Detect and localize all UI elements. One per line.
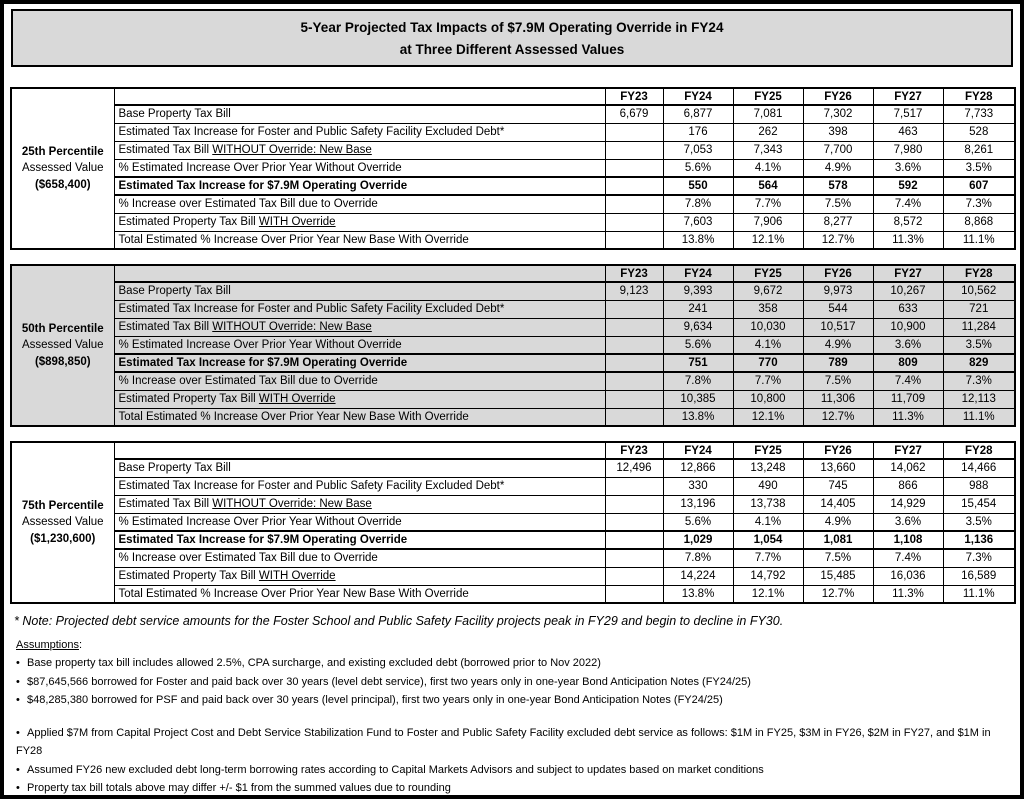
assumption-item (16, 724, 1010, 761)
assessed-value-label-line: 75th Percentile (21, 499, 104, 512)
bullet-icon: • (16, 726, 20, 739)
value-cell: 4.9% (803, 336, 873, 354)
value-cell: 592 (873, 177, 943, 195)
fy-column-header: FY28 (943, 265, 1015, 282)
value-cell: 4.1% (733, 159, 803, 177)
value-cell: 11.1% (943, 231, 1015, 249)
table-section-25th-percentile (10, 87, 1014, 250)
row-label: Total Estimated % Increase Over Prior Year New Base With Override (114, 585, 605, 603)
row-label: % Estimated Increase Over Prior Year Without Override (114, 159, 605, 177)
value-cell: 7,700 (803, 141, 873, 159)
value-cell: 10,385 (663, 390, 733, 408)
value-cell: 3.6% (873, 513, 943, 531)
assumption-item (16, 673, 1010, 692)
assessed-value-label-line: Assessed Value (21, 339, 104, 352)
table-row (11, 408, 1015, 426)
table-row (11, 300, 1015, 318)
value-cell: 528 (943, 123, 1015, 141)
row-label: Estimated Tax Increase for Foster and Public Safety Facility Excluded Debt* (114, 477, 605, 495)
table-header-row (11, 265, 1015, 282)
value-cell: 7.4% (873, 549, 943, 567)
row-label: Estimated Tax Increase for $7.9M Operating Override (114, 177, 605, 195)
value-cell: 12.1% (733, 585, 803, 603)
table-row (11, 585, 1015, 603)
value-cell: 809 (873, 354, 943, 372)
row-label: Base Property Tax Bill (114, 105, 605, 123)
fy-column-header: FY25 (733, 265, 803, 282)
value-cell: 10,562 (943, 282, 1015, 300)
assessed-value-label-line: 50th Percentile (21, 322, 104, 335)
value-cell: 12.7% (803, 585, 873, 603)
table-row (11, 372, 1015, 390)
value-cell: 11.3% (873, 231, 943, 249)
value-cell: 10,800 (733, 390, 803, 408)
value-cell: 4.9% (803, 513, 873, 531)
value-cell: 15,485 (803, 567, 873, 585)
row-label: Estimated Tax Increase for $7.9M Operating Override (114, 354, 605, 372)
value-cell: 13,248 (733, 459, 803, 477)
table-row (11, 354, 1015, 372)
assumption-text: Property tax bill totals above may differ +/- $1 from the summed values due to rounding (27, 782, 451, 795)
fy-column-header: FY26 (803, 88, 873, 105)
value-cell (605, 513, 663, 531)
value-cell: 3.5% (943, 336, 1015, 354)
table-row (11, 390, 1015, 408)
value-cell: 5.6% (663, 159, 733, 177)
value-cell: 8,277 (803, 213, 873, 231)
row-label: Estimated Property Tax Bill WITH Override (114, 213, 605, 231)
value-cell: 7.7% (733, 549, 803, 567)
fy-column-header: FY23 (605, 265, 663, 282)
value-cell: 241 (663, 300, 733, 318)
value-cell: 11.3% (873, 408, 943, 426)
value-cell: 6,877 (663, 105, 733, 123)
tax-table-50th-percentile (10, 264, 1016, 427)
value-cell: 10,267 (873, 282, 943, 300)
row-label: Estimated Tax Bill WITHOUT Override: New Base (114, 495, 605, 513)
value-cell: 8,261 (943, 141, 1015, 159)
value-cell: 11.1% (943, 408, 1015, 426)
value-cell (605, 231, 663, 249)
value-cell: 14,466 (943, 459, 1015, 477)
value-cell (605, 408, 663, 426)
value-cell: 7,980 (873, 141, 943, 159)
fy-column-header: FY27 (873, 265, 943, 282)
value-cell: 10,030 (733, 318, 803, 336)
value-cell: 176 (663, 123, 733, 141)
fy-column-header: FY27 (873, 88, 943, 105)
value-cell (605, 318, 663, 336)
value-cell: 751 (663, 354, 733, 372)
value-cell: 8,572 (873, 213, 943, 231)
value-cell: 564 (733, 177, 803, 195)
table-section-75th-percentile (10, 441, 1014, 604)
value-cell: 398 (803, 123, 873, 141)
bullet-icon: • (16, 694, 20, 707)
value-cell: 10,517 (803, 318, 873, 336)
row-label: Estimated Tax Increase for Foster and Public Safety Facility Excluded Debt* (114, 123, 605, 141)
value-cell: 3.6% (873, 336, 943, 354)
value-cell (605, 177, 663, 195)
value-cell: 988 (943, 477, 1015, 495)
table-row (11, 495, 1015, 513)
value-cell: 829 (943, 354, 1015, 372)
value-cell (605, 549, 663, 567)
table-row (11, 531, 1015, 549)
bullet-icon: • (16, 782, 20, 795)
assumption-text: $87,645,566 borrowed for Foster and paid back over 30 years (level debt service), first two years only in one-year Bond Anticipation Notes (FY24/25) (27, 675, 751, 688)
assumption-item (16, 691, 1010, 710)
value-cell: 866 (873, 477, 943, 495)
value-cell: 633 (873, 300, 943, 318)
fy-column-header: FY28 (943, 88, 1015, 105)
value-cell (605, 477, 663, 495)
value-cell: 7,302 (803, 105, 873, 123)
value-cell: 7.3% (943, 195, 1015, 213)
row-label: % Estimated Increase Over Prior Year Without Override (114, 513, 605, 531)
value-cell: 578 (803, 177, 873, 195)
row-label: Total Estimated % Increase Over Prior Year New Base With Override (114, 231, 605, 249)
assumption-item (16, 779, 1010, 798)
assessed-value-label-line: Assessed Value (21, 162, 104, 175)
fy-column-header: FY24 (663, 88, 733, 105)
value-cell (605, 354, 663, 372)
value-cell: 7.8% (663, 549, 733, 567)
tax-table-25th-percentile (10, 87, 1016, 250)
fy-column-header: FY26 (803, 442, 873, 459)
table-header-row (11, 442, 1015, 459)
table-row (11, 141, 1015, 159)
assessed-value-label-line: 25th Percentile (21, 145, 104, 158)
value-cell: 11,284 (943, 318, 1015, 336)
value-cell: 4.9% (803, 159, 873, 177)
value-cell: 15,454 (943, 495, 1015, 513)
fy-column-header: FY25 (733, 88, 803, 105)
value-cell: 9,123 (605, 282, 663, 300)
value-cell: 14,929 (873, 495, 943, 513)
value-cell: 7.3% (943, 372, 1015, 390)
value-cell: 7.4% (873, 372, 943, 390)
row-label: Estimated Tax Increase for $7.9M Operating Override (114, 531, 605, 549)
table-row (11, 105, 1015, 123)
assumption-item (16, 654, 1010, 673)
value-cell: 7.8% (663, 372, 733, 390)
value-cell: 7.3% (943, 549, 1015, 567)
value-cell: 11.3% (873, 585, 943, 603)
assumption-text: Applied $7M from Capital Project Cost and Debt Service Stabilization Fund to Foster and Public Safety Facility excluded debt service as follows: $1M in FY25, $3M in FY26, $2M in FY27, and $1M in FY28 (16, 726, 991, 758)
assumption-text: $48,285,380 borrowed for PSF and paid back over 30 years (level principal), first two years only in one-year Bond Anticipation Notes (FY24/25) (27, 694, 723, 707)
row-label: Estimated Tax Bill WITHOUT Override: New Base (114, 318, 605, 336)
value-cell: 13,660 (803, 459, 873, 477)
value-cell (605, 336, 663, 354)
value-cell: 14,062 (873, 459, 943, 477)
value-cell (605, 300, 663, 318)
value-cell: 12.7% (803, 408, 873, 426)
value-cell (605, 495, 663, 513)
value-cell: 262 (733, 123, 803, 141)
value-cell (605, 195, 663, 213)
table-row (11, 195, 1015, 213)
row-label: Base Property Tax Bill (114, 282, 605, 300)
fy-column-header: FY24 (663, 442, 733, 459)
value-cell: 3.5% (943, 513, 1015, 531)
title-line-2: at Three Different Assessed Values (399, 41, 625, 57)
value-cell (605, 567, 663, 585)
value-cell (605, 390, 663, 408)
table-row (11, 177, 1015, 195)
row-label: % Increase over Estimated Tax Bill due to Override (114, 372, 605, 390)
value-cell: 1,108 (873, 531, 943, 549)
value-cell: 11,709 (873, 390, 943, 408)
document-title (11, 9, 1013, 67)
row-label: Base Property Tax Bill (114, 459, 605, 477)
row-label: Total Estimated % Increase Over Prior Year New Base With Override (114, 408, 605, 426)
assumptions-heading: Assumptions: (16, 639, 83, 652)
value-cell: 1,029 (663, 531, 733, 549)
value-cell (605, 123, 663, 141)
value-cell: 770 (733, 354, 803, 372)
value-cell: 8,868 (943, 213, 1015, 231)
bullet-icon: • (16, 763, 20, 776)
value-cell (605, 531, 663, 549)
row-label: Estimated Property Tax Bill WITH Override (114, 390, 605, 408)
table-row (11, 549, 1015, 567)
value-cell: 12,866 (663, 459, 733, 477)
value-cell: 7,733 (943, 105, 1015, 123)
value-cell: 14,792 (733, 567, 803, 585)
value-cell: 7.5% (803, 549, 873, 567)
table-row (11, 513, 1015, 531)
assessed-value-label-line: Assessed Value (21, 516, 104, 529)
assessed-value-label (11, 265, 114, 426)
value-cell (605, 159, 663, 177)
empty-header-cell (114, 265, 605, 282)
value-cell: 12.7% (803, 231, 873, 249)
value-cell: 7.7% (733, 372, 803, 390)
value-cell: 11,306 (803, 390, 873, 408)
fy-column-header: FY27 (873, 442, 943, 459)
table-header-row (11, 88, 1015, 105)
table-row (11, 459, 1015, 477)
value-cell: 789 (803, 354, 873, 372)
row-label: Estimated Tax Increase for Foster and Public Safety Facility Excluded Debt* (114, 300, 605, 318)
assumptions-group-2 (16, 724, 1010, 798)
fy-column-header: FY23 (605, 442, 663, 459)
fy-column-header: FY24 (663, 265, 733, 282)
table-row (11, 123, 1015, 141)
value-cell: 330 (663, 477, 733, 495)
table-row (11, 336, 1015, 354)
empty-header-cell (114, 88, 605, 105)
value-cell: 7.5% (803, 195, 873, 213)
table-row (11, 567, 1015, 585)
row-label: % Increase over Estimated Tax Bill due to Override (114, 549, 605, 567)
value-cell: 7.7% (733, 195, 803, 213)
assessed-value-label-line: ($898,850) (34, 356, 91, 369)
value-cell: 3.5% (943, 159, 1015, 177)
value-cell (605, 213, 663, 231)
value-cell: 550 (663, 177, 733, 195)
footnote: * Note: Projected debt service amounts for the Foster School and Public Safety Facility projects peak in FY29 and begin to decline in FY30. (14, 614, 784, 629)
value-cell: 9,393 (663, 282, 733, 300)
row-label: % Increase over Estimated Tax Bill due to Override (114, 195, 605, 213)
fy-column-header: FY23 (605, 88, 663, 105)
assumptions-section (16, 639, 1010, 798)
fy-column-header: FY28 (943, 442, 1015, 459)
value-cell: 745 (803, 477, 873, 495)
table-row (11, 318, 1015, 336)
value-cell: 463 (873, 123, 943, 141)
assessed-value-label (11, 88, 114, 249)
assessed-value-label (11, 442, 114, 603)
value-cell: 607 (943, 177, 1015, 195)
value-cell: 9,973 (803, 282, 873, 300)
value-cell: 5.6% (663, 336, 733, 354)
table-section-50th-percentile (10, 264, 1014, 427)
value-cell: 4.1% (733, 336, 803, 354)
value-cell (605, 141, 663, 159)
table-row (11, 282, 1015, 300)
value-cell: 7.5% (803, 372, 873, 390)
value-cell: 7,906 (733, 213, 803, 231)
empty-header-cell (114, 442, 605, 459)
assumption-item (16, 761, 1010, 780)
assumption-text: Base property tax bill includes allowed 2.5%, CPA surcharge, and existing excluded debt (borrowed prior to Nov 2022) (27, 657, 601, 670)
value-cell: 14,224 (663, 567, 733, 585)
table-row (11, 159, 1015, 177)
value-cell: 1,081 (803, 531, 873, 549)
fy-column-header: FY26 (803, 265, 873, 282)
fy-column-header: FY25 (733, 442, 803, 459)
assessed-value-label-line: ($658,400) (34, 179, 91, 192)
value-cell (605, 372, 663, 390)
value-cell: 11.1% (943, 585, 1015, 603)
row-label: Estimated Property Tax Bill WITH Override (114, 567, 605, 585)
tax-table-75th-percentile (10, 441, 1016, 604)
value-cell: 12,113 (943, 390, 1015, 408)
value-cell: 7.4% (873, 195, 943, 213)
value-cell: 12,496 (605, 459, 663, 477)
value-cell: 16,589 (943, 567, 1015, 585)
value-cell: 4.1% (733, 513, 803, 531)
value-cell: 10,900 (873, 318, 943, 336)
value-cell: 9,634 (663, 318, 733, 336)
table-row (11, 231, 1015, 249)
value-cell: 7,517 (873, 105, 943, 123)
value-cell: 12.1% (733, 231, 803, 249)
value-cell: 7,053 (663, 141, 733, 159)
title-line-1: 5-Year Projected Tax Impacts of $7.9M Operating Override in FY24 (300, 20, 724, 35)
row-label: Estimated Tax Bill WITHOUT Override: New Base (114, 141, 605, 159)
assumption-text: Assumed FY26 new excluded debt long-term borrowing rates according to Capital Markets Advisors and subject to updates based on market conditions (27, 763, 764, 776)
value-cell: 16,036 (873, 567, 943, 585)
value-cell (605, 585, 663, 603)
table-row (11, 477, 1015, 495)
value-cell: 7,343 (733, 141, 803, 159)
value-cell: 13.8% (663, 231, 733, 249)
value-cell: 544 (803, 300, 873, 318)
value-cell: 721 (943, 300, 1015, 318)
value-cell: 13,738 (733, 495, 803, 513)
value-cell: 13,196 (663, 495, 733, 513)
value-cell: 1,054 (733, 531, 803, 549)
value-cell: 3.6% (873, 159, 943, 177)
value-cell: 6,679 (605, 105, 663, 123)
value-cell: 9,672 (733, 282, 803, 300)
value-cell: 7.8% (663, 195, 733, 213)
value-cell: 14,405 (803, 495, 873, 513)
value-cell: 490 (733, 477, 803, 495)
value-cell: 12.1% (733, 408, 803, 426)
bullet-icon: • (16, 675, 20, 688)
assumptions-group-1 (16, 654, 1010, 710)
value-cell: 1,136 (943, 531, 1015, 549)
value-cell: 13.8% (663, 408, 733, 426)
assessed-value-label-line: ($1,230,600) (30, 533, 96, 546)
row-label: % Estimated Increase Over Prior Year Without Override (114, 336, 605, 354)
value-cell: 5.6% (663, 513, 733, 531)
value-cell: 13.8% (663, 585, 733, 603)
bullet-icon: • (16, 657, 20, 670)
value-cell: 7,603 (663, 213, 733, 231)
table-row (11, 213, 1015, 231)
value-cell: 358 (733, 300, 803, 318)
value-cell: 7,081 (733, 105, 803, 123)
